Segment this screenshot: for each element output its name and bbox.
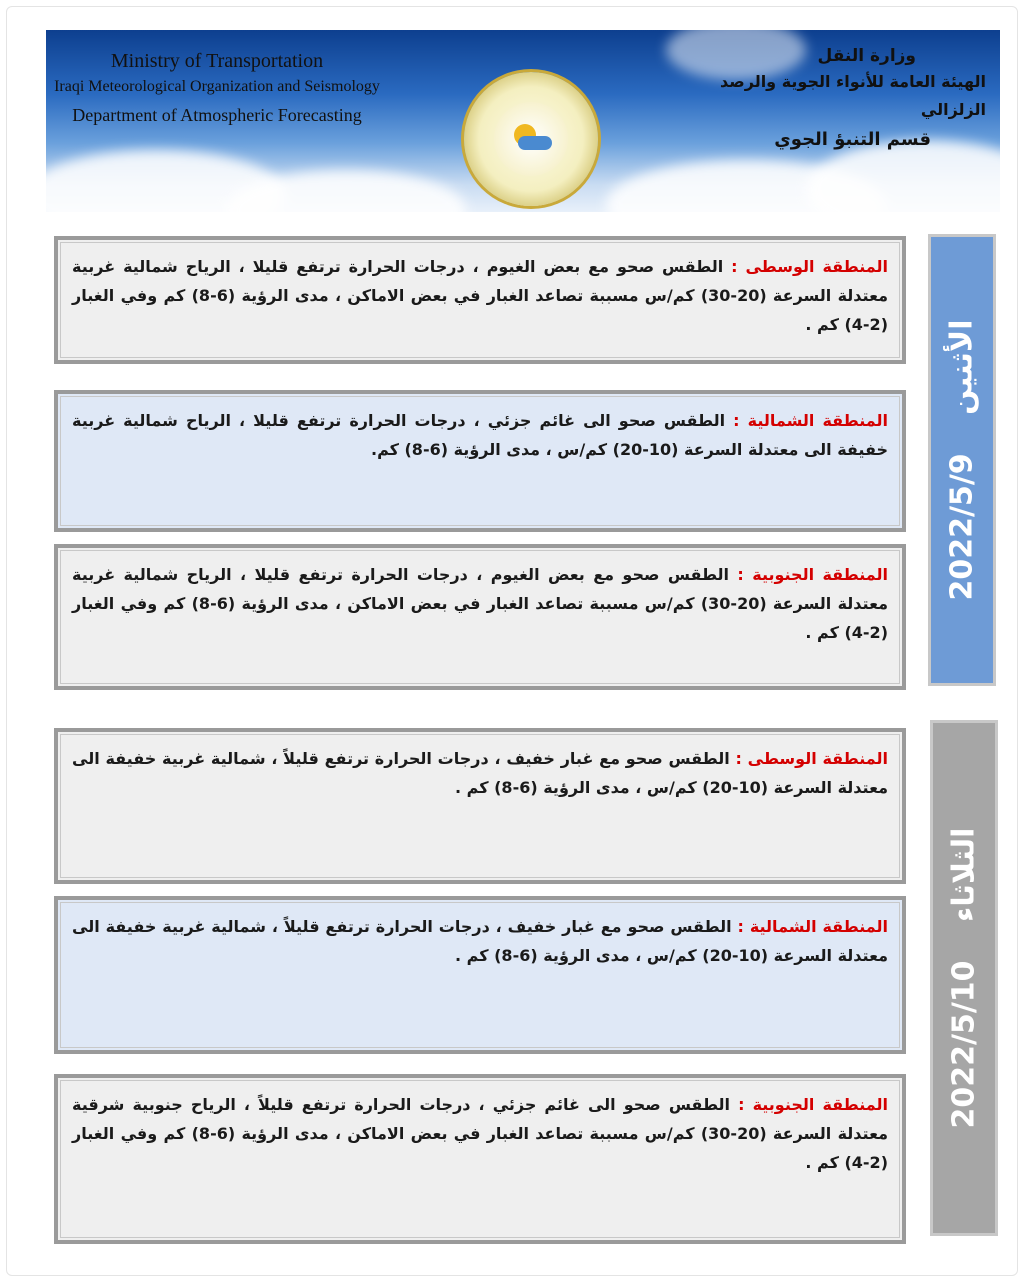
department-title-en: Department of Atmospheric Forecasting [72, 105, 362, 125]
forecast-box-day1-central: المنطقة الوسطى : الطقس صحو مع بعض الغيوم ، درجات الحرارة ترتفع قليلا ، الرياح شمالية غربية معتدلة السرعة (20-30) كم/س مسببة تصاعد الغبار في بعض الاماكن ، مدى الرؤية (6-8) كم وفي الغبار (2-4) كم . [54, 236, 906, 364]
date-label: 2022/5/10 [946, 960, 982, 1129]
forecast-text: الطقس صحو مع بعض الغيوم ، درجات الحرارة ترتفع قليلا ، الرياح شمالية غربية معتدلة السرعة (20-30) كم/س مسببة تصاعد الغبار في بعض الاماكن ، مدى الرؤية (6-8) كم وفي الغبار (2-4) كم . [72, 565, 889, 642]
forecast-box-day1-northern: المنطقة الشمالية : الطقس صحو الى غائم جزئي ، درجات الحرارة ترتفع قليلا ، الرياح شمالية غربية خفيفة الى معتدلة السرعة (10-20) كم/س ، مدى الرؤية (6-8) كم. [54, 390, 906, 532]
date-label: 2022/5/9 [944, 453, 980, 601]
department-title-ar: قسم التنبؤ الجوي [774, 129, 931, 150]
forecast-text: الطقس صحو مع بعض الغيوم ، درجات الحرارة ترتفع قليلا ، الرياح شمالية غربية معتدلة السرعة (20-30) كم/س مسببة تصاعد الغبار في بعض الاماكن ، مدى الرؤية (6-8) كم وفي الغبار (2-4) كم . [72, 257, 889, 334]
date-panel-day1 [928, 234, 996, 686]
organization-logo [464, 72, 598, 206]
organization-title-ar: الهيئة العامة للأنواء الجوية والرصد الزلزالي [720, 72, 986, 119]
region-label: المنطقة الجنوبية [752, 565, 889, 584]
english-header [52, 48, 382, 130]
forecast-box-day2-central: المنطقة الوسطى : الطقس صحو مع غبار خفيف ، درجات الحرارة ترتفع قليلاً ، شمالية غربية خفيفة الى معتدلة السرعة (10-20) كم/س ، مدى الرؤية (6-8) كم . [54, 728, 906, 884]
forecast-box-day2-southern: المنطقة الجنوبية : الطقس صحو الى غائم جزئي ، درجات الحرارة ترتفع قليلاً ، الرياح جنوبية شرقية معتدلة السرعة (20-30) كم/س مسببة تصاعد الغبار في بعض الاماكن ، مدى الرؤية (6-8) كم وفي الغبار (2-4) كم . [54, 1074, 906, 1244]
ministry-title-ar: وزارة النقل [817, 46, 916, 66]
forecast-box-day1-southern: المنطقة الجنوبية : الطقس صحو مع بعض الغيوم ، درجات الحرارة ترتفع قليلا ، الرياح شمالية غربية معتدلة السرعة (20-30) كم/س مسببة تصاعد الغبار في بعض الاماكن ، مدى الرؤية (6-8) كم وفي الغبار (2-4) كم . [54, 544, 906, 690]
region-label: المنطقة الوسطى [745, 257, 889, 276]
date-panel-day2 [930, 720, 998, 1236]
forecast-text: الطقس صحو مع غبار خفيف ، درجات الحرارة ترتفع قليلاً ، شمالية غربية خفيفة الى معتدلة السرعة (10-20) كم/س ، مدى الرؤية (6-8) كم . [72, 917, 888, 965]
region-label: المنطقة الشمالية [749, 917, 889, 936]
arabic-header [686, 44, 986, 156]
header-banner [46, 30, 1000, 212]
region-label: المنطقة الجنوبية [752, 1095, 889, 1114]
cloud-icon [518, 136, 552, 150]
ministry-title-en: Ministry of Transportation [110, 50, 324, 72]
region-label: المنطقة الشمالية [747, 411, 889, 430]
day-label: الأثنين [944, 319, 980, 415]
forecast-text: الطقس صحو الى غائم جزئي ، درجات الحرارة ترتفع قليلا ، الرياح شمالية غربية خفيفة الى معتدلة السرعة (10-20) كم/س ، مدى الرؤية (6-8) كم. [72, 411, 888, 459]
forecast-text: الطقس صحو مع غبار خفيف ، درجات الحرارة ترتفع قليلاً ، شمالية غربية خفيفة الى معتدلة السرعة (10-20) كم/س ، مدى الرؤية (6-8) كم . [72, 749, 888, 797]
forecast-text: الطقس صحو الى غائم جزئي ، درجات الحرارة ترتفع قليلاً ، الرياح جنوبية شرقية معتدلة السرعة (20-30) كم/س مسببة تصاعد الغبار في بعض الاماكن ، مدى الرؤية (6-8) كم وفي الغبار (2-4) كم . [72, 1095, 889, 1172]
day-label: الثلاثاء [946, 827, 982, 922]
region-label: المنطقة الوسطى [747, 749, 889, 768]
organization-title-en: Iraqi Meteorological Organization and Seismology [54, 78, 380, 95]
forecast-box-day2-northern: المنطقة الشمالية : الطقس صحو مع غبار خفيف ، درجات الحرارة ترتفع قليلاً ، شمالية غربية خفيفة الى معتدلة السرعة (10-20) كم/س ، مدى الرؤية (6-8) كم . [54, 896, 906, 1054]
